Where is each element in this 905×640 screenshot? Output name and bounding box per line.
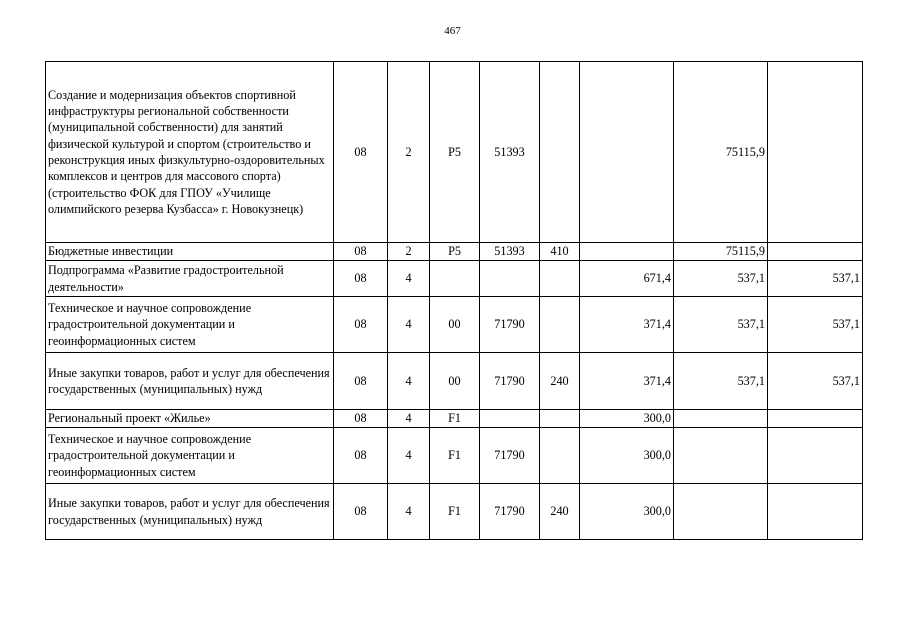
cell-sum-1: 300,0	[580, 428, 674, 484]
cell-sum-3: 537,1	[768, 261, 863, 297]
cell-subsection: 4	[388, 410, 430, 428]
cell-sum-2: 537,1	[674, 261, 768, 297]
cell-section: 08	[334, 261, 388, 297]
cell-subsection: 4	[388, 261, 430, 297]
table-row	[46, 261, 863, 297]
budget-table	[45, 61, 863, 540]
table-body	[46, 62, 863, 540]
cell-sum-1	[580, 62, 674, 243]
cell-sum-2	[674, 428, 768, 484]
cell-sum-2: 75115,9	[674, 243, 768, 261]
cell-program: F1	[430, 428, 480, 484]
cell-sum-3	[768, 62, 863, 243]
cell-program: 00	[430, 297, 480, 353]
cell-sum-3: 537,1	[768, 353, 863, 410]
table-row	[46, 428, 863, 484]
cell-subsection: 4	[388, 353, 430, 410]
cell-subsection: 2	[388, 243, 430, 261]
table-row	[46, 297, 863, 353]
cell-subsection: 2	[388, 62, 430, 243]
cell-section: 08	[334, 297, 388, 353]
cell-section: 08	[334, 410, 388, 428]
cell-name: Иные закупки товаров, работ и услуг для обеспечения государственных (муниципальных) нужд	[46, 484, 334, 540]
cell-sum-2: 537,1	[674, 353, 768, 410]
cell-section: 08	[334, 428, 388, 484]
cell-name: Бюджетные инвестиции	[46, 243, 334, 261]
cell-sum-2	[674, 484, 768, 540]
cell-sum-1: 371,4	[580, 353, 674, 410]
cell-sum-1	[580, 243, 674, 261]
cell-sum-3	[768, 243, 863, 261]
cell-sum-1: 300,0	[580, 484, 674, 540]
cell-program	[430, 261, 480, 297]
cell-program: 00	[430, 353, 480, 410]
cell-expense-type	[540, 261, 580, 297]
table-row	[46, 243, 863, 261]
cell-expense-type: 410	[540, 243, 580, 261]
cell-subsection: 4	[388, 297, 430, 353]
cell-expense-type	[540, 428, 580, 484]
cell-sum-1: 371,4	[580, 297, 674, 353]
cell-sum-2: 537,1	[674, 297, 768, 353]
cell-direction: 71790	[480, 297, 540, 353]
cell-program: F1	[430, 484, 480, 540]
cell-expense-type	[540, 297, 580, 353]
cell-sum-3	[768, 428, 863, 484]
cell-direction	[480, 410, 540, 428]
cell-sum-2: 75115,9	[674, 62, 768, 243]
cell-expense-type: 240	[540, 484, 580, 540]
cell-section: 08	[334, 243, 388, 261]
cell-direction: 71790	[480, 353, 540, 410]
cell-sum-2	[674, 410, 768, 428]
cell-sum-3	[768, 410, 863, 428]
cell-name: Подпрограмма «Развитие градостроительной деятельности»	[46, 261, 334, 297]
cell-name: Создание и модернизация объектов спортивной инфраструктуры региональной собственности (муниципальной собственности) для занятий физической культурой и спортом (строительство и реконструкция иных физкультурно-оздоровительных комплексов и центров для массового спорта) (строительство ФОК для ГПОУ «Училище олимпийского резерва Кузбасса» г. Новокузнецк)	[46, 62, 334, 243]
cell-name: Иные закупки товаров, работ и услуг для обеспечения государственных (муниципальных) нужд	[46, 353, 334, 410]
cell-sum-3	[768, 484, 863, 540]
cell-name: Техническое и научное сопровождение градостроительной документации и геоинформационных систем	[46, 297, 334, 353]
cell-sum-1: 300,0	[580, 410, 674, 428]
cell-expense-type	[540, 62, 580, 243]
cell-direction	[480, 261, 540, 297]
cell-section: 08	[334, 353, 388, 410]
cell-name: Региональный проект «Жилье»	[46, 410, 334, 428]
cell-section: 08	[334, 62, 388, 243]
cell-direction: 51393	[480, 62, 540, 243]
cell-subsection: 4	[388, 484, 430, 540]
table-row	[46, 484, 863, 540]
cell-subsection: 4	[388, 428, 430, 484]
cell-program: F1	[430, 410, 480, 428]
cell-program: P5	[430, 62, 480, 243]
cell-direction: 51393	[480, 243, 540, 261]
cell-section: 08	[334, 484, 388, 540]
cell-sum-3: 537,1	[768, 297, 863, 353]
table-row	[46, 62, 863, 243]
cell-direction: 71790	[480, 428, 540, 484]
page-number: 467	[444, 25, 461, 37]
cell-expense-type: 240	[540, 353, 580, 410]
cell-direction: 71790	[480, 484, 540, 540]
table-row	[46, 410, 863, 428]
table-row	[46, 353, 863, 410]
cell-expense-type	[540, 410, 580, 428]
cell-name: Техническое и научное сопровождение градостроительной документации и геоинформационных систем	[46, 428, 334, 484]
cell-program: P5	[430, 243, 480, 261]
cell-sum-1: 671,4	[580, 261, 674, 297]
